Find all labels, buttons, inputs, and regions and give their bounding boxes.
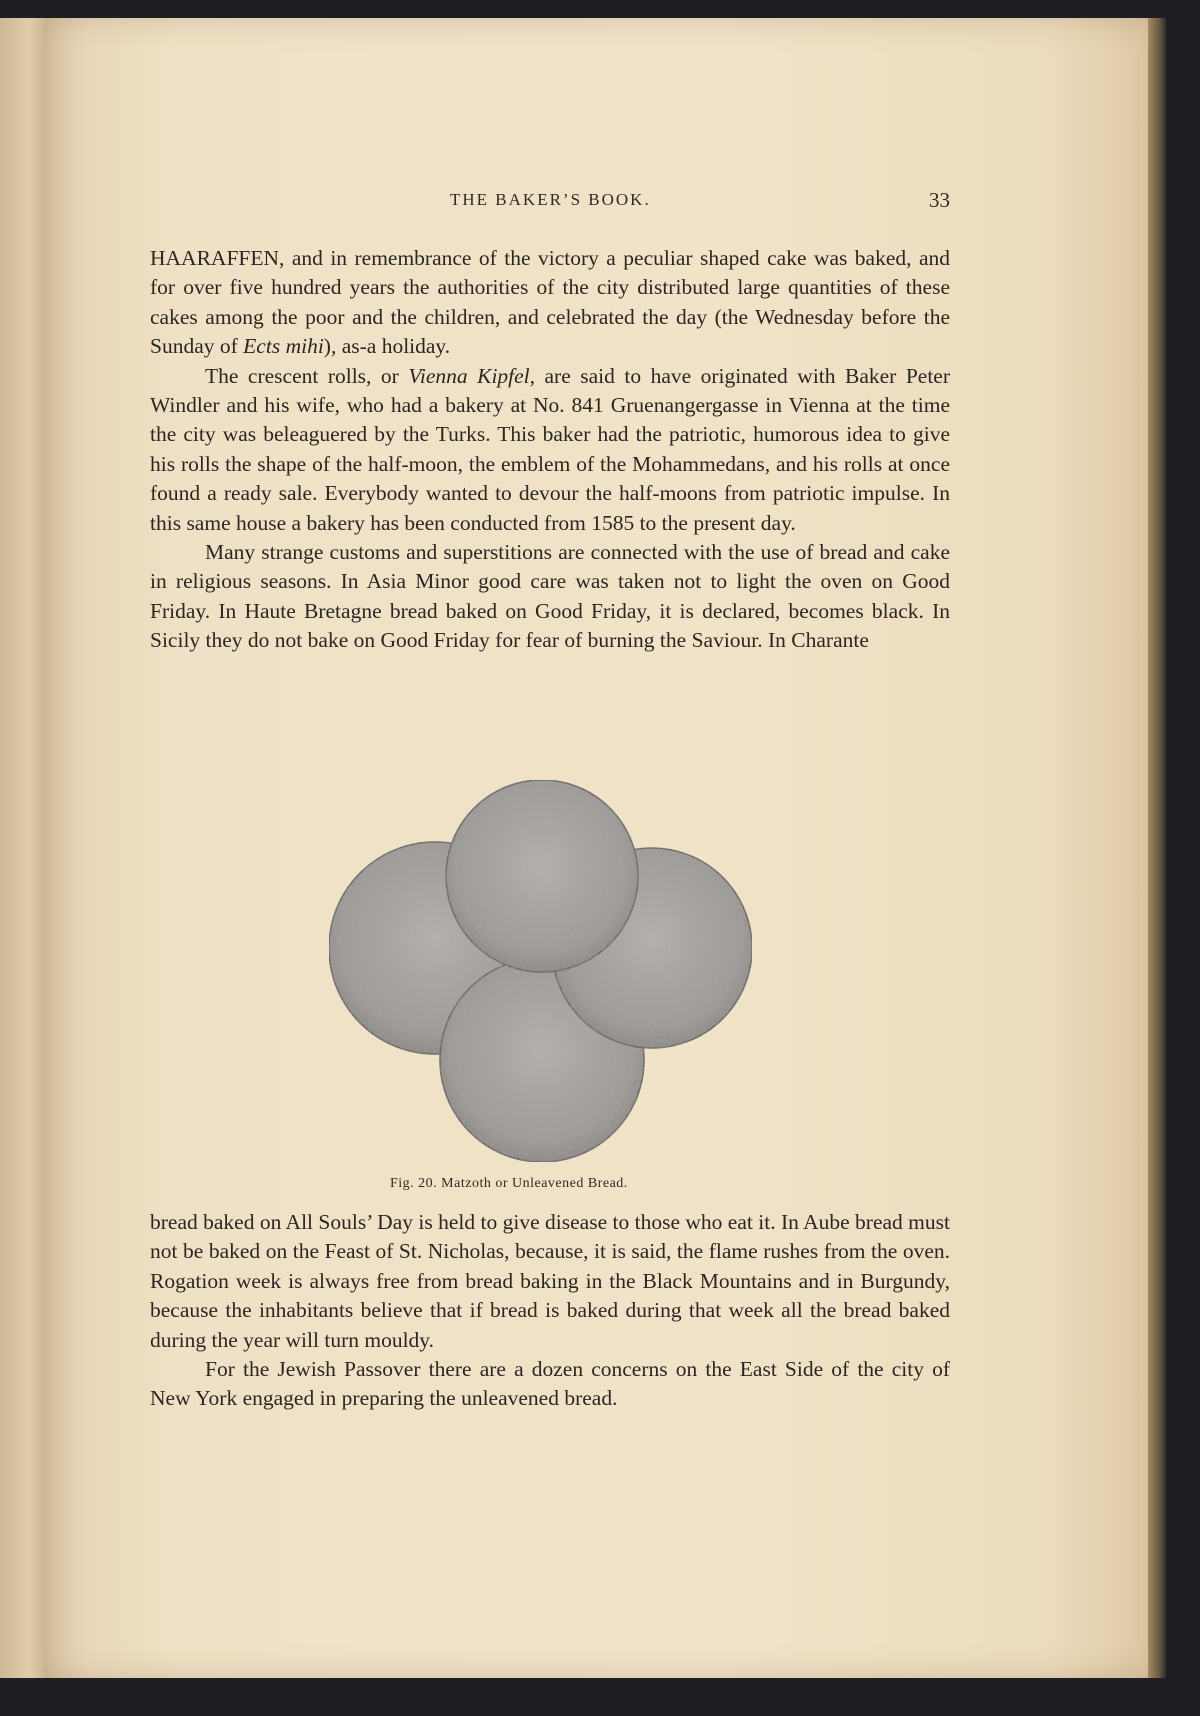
figure-caption: Fig. 20. Matzoth or Unleavened Bread.	[390, 1176, 628, 1191]
running-title: THE BAKER’S BOOK.	[450, 190, 651, 209]
paragraph-2	[150, 362, 950, 538]
paragraph-3: Many strange customs and superstitions are connected with the use of bread and cake in religious seasons. In Asia Minor good care was taken not to light the oven on Good Friday. In Haute Bretagne bread baked on Good Friday, it is declared, becomes black. In Sicily they do not bake on Good Friday for fear of burning the Saviour. In Charante	[150, 540, 950, 653]
paragraph-1	[150, 244, 950, 362]
paragraph-1-end: ), as-a holiday.	[323, 334, 451, 359]
page-number: 33	[929, 188, 950, 212]
matzah-top	[446, 780, 638, 972]
matzoth-illustration	[320, 780, 770, 1180]
paragraph-2-italic: Vienna Kipfel	[408, 363, 530, 388]
paragraph-2-text: , are said to have originated with Baker Peter Windler and his wife, who had a bakery at No. 841 Gruenangergasse in Vienna at the time the city was beleaguered by the Turks. This baker had the patriotic, humorous idea to give his rolls the shape of the half-moon, the emblem of the Mohammedans, and his rolls at once found a ready sale. Everybody wanted to devour the half-moons from patriotic impulse. In this same house a bakery has been conducted from 1585 to the present day.	[150, 363, 951, 535]
paragraph-2-start: The crescent rolls, or	[205, 363, 409, 388]
matzoth-figure	[320, 780, 770, 1180]
book-gutter	[0, 18, 48, 1678]
paragraph-4: bread baked on All Souls’ Day is held to give disease to those who eat it. In Aube bread must not be baked on the Feast of St. Nicholas, because, it is said, the flame rushes from the oven. Rogation week is always free from bread baking in the Black Mountains and in Burgundy, because the inhabitants believe that if bread is baked during that week all the bread baked during the year will turn mouldy.	[150, 1210, 950, 1352]
paragraph-5: For the Jewish Passover there are a dozen concerns on the East Side of the city of New York engaged in preparing the unleavened bread.	[150, 1357, 950, 1411]
paragraph-1-text: HAARAFFEN, and in remembrance of the victory a peculiar shaped cake was baked, and for over five hundred years the authorities of the city distributed large quantities of these cakes among the poor and the children, and celebrated the day (the Wednesday before the Sunday of	[150, 246, 950, 359]
page-header	[150, 190, 950, 220]
paragraph-1-italic: Ects mihi	[243, 334, 324, 359]
text-block-top	[150, 244, 950, 656]
text-block-bottom	[150, 1208, 950, 1414]
page-edge	[1148, 18, 1166, 1678]
